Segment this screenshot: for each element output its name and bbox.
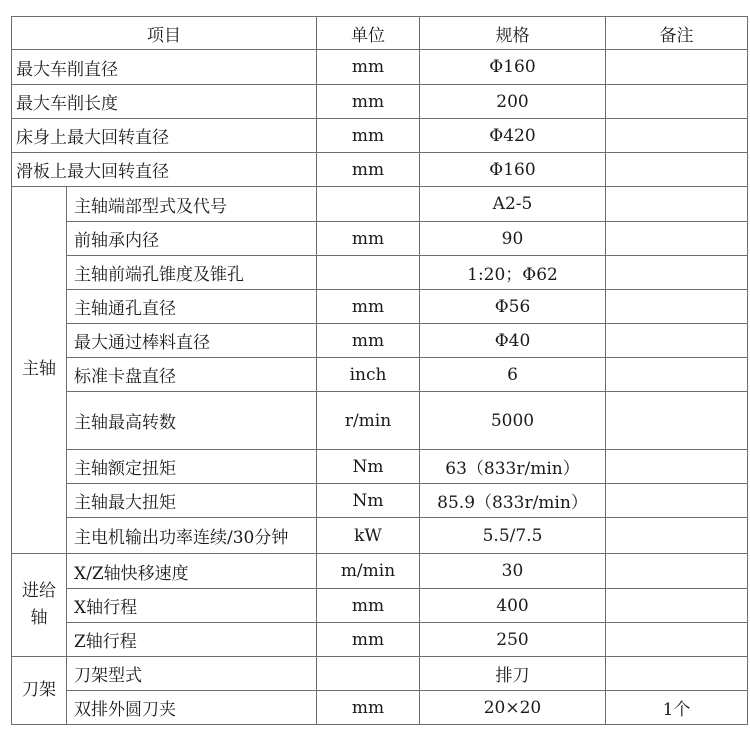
- row-note: 1个: [606, 691, 748, 725]
- row-note: [606, 153, 748, 187]
- row-spec: 90: [420, 222, 606, 256]
- table-row: [12, 392, 748, 450]
- row-item: 床身上最大回转直径: [12, 119, 317, 153]
- table-row: [12, 623, 748, 657]
- row-note: [606, 657, 748, 691]
- row-item: 最大通过棒料直径: [67, 324, 317, 358]
- row-item: 刀架型式: [67, 657, 317, 691]
- row-item: 滑板上最大回转直径: [12, 153, 317, 187]
- row-spec: 5.5/7.5: [420, 518, 606, 554]
- row-item: 最大车削长度: [12, 85, 317, 119]
- row-note: [606, 589, 748, 623]
- group-label-tool-post: 刀架: [12, 657, 67, 725]
- group-label-text: 进给轴: [21, 580, 56, 628]
- header-row: [12, 17, 748, 50]
- table-row: [12, 153, 748, 187]
- group-label-spindle: 主轴: [12, 187, 67, 554]
- table-row: [12, 358, 748, 392]
- table-row: [12, 119, 748, 153]
- row-note: [606, 85, 748, 119]
- row-unit: mm: [317, 290, 420, 324]
- row-spec: 6: [420, 358, 606, 392]
- row-item: 双排外圆刀夹: [67, 691, 317, 725]
- row-spec: Φ40: [420, 324, 606, 358]
- row-note: [606, 623, 748, 657]
- table-row: [12, 290, 748, 324]
- row-unit: mm: [317, 85, 420, 119]
- row-spec: Φ56: [420, 290, 606, 324]
- row-unit: inch: [317, 358, 420, 392]
- table-row: [12, 589, 748, 623]
- row-item: 最大车削直径: [12, 50, 317, 85]
- table-row: [12, 691, 748, 725]
- row-item: 主轴端部型式及代号: [67, 187, 317, 222]
- table-row: [12, 324, 748, 358]
- row-spec: Φ420: [420, 119, 606, 153]
- row-spec: 400: [420, 589, 606, 623]
- row-note: [606, 119, 748, 153]
- row-spec: Φ160: [420, 50, 606, 85]
- table-row: [12, 657, 748, 691]
- row-unit: [317, 256, 420, 290]
- row-unit: kW: [317, 518, 420, 554]
- table-row: [12, 85, 748, 119]
- row-note: [606, 187, 748, 222]
- row-note: [606, 392, 748, 450]
- row-unit: [317, 187, 420, 222]
- row-item: 主电机输出功率连续/30分钟: [67, 518, 317, 554]
- row-spec: Φ160: [420, 153, 606, 187]
- row-unit: mm: [317, 119, 420, 153]
- row-spec: 63（833r/min）: [420, 450, 606, 484]
- row-spec: A2-5: [420, 187, 606, 222]
- row-spec: 20×20: [420, 691, 606, 725]
- row-note: [606, 518, 748, 554]
- header-note: 备注: [606, 17, 748, 50]
- spec-table: [11, 16, 748, 725]
- row-spec: 250: [420, 623, 606, 657]
- row-unit: mm: [317, 153, 420, 187]
- table-row: [12, 484, 748, 518]
- row-spec: 排刀: [420, 657, 606, 691]
- row-unit: mm: [317, 50, 420, 85]
- row-item: 主轴前端孔锥度及锥孔: [67, 256, 317, 290]
- table-row: [12, 554, 748, 589]
- row-unit: Nm: [317, 450, 420, 484]
- table-row: [12, 50, 748, 85]
- row-unit: mm: [317, 691, 420, 725]
- row-item: X轴行程: [67, 589, 317, 623]
- group-label-feed-axis: [12, 554, 67, 657]
- header-item: 项目: [12, 17, 317, 50]
- table-row: [12, 450, 748, 484]
- table-row: [12, 518, 748, 554]
- row-unit: [317, 657, 420, 691]
- row-unit: Nm: [317, 484, 420, 518]
- row-unit: mm: [317, 222, 420, 256]
- row-item: 主轴通孔直径: [67, 290, 317, 324]
- row-note: [606, 256, 748, 290]
- row-item: Z轴行程: [67, 623, 317, 657]
- row-note: [606, 358, 748, 392]
- table-row: [12, 256, 748, 290]
- row-spec: 1:20；Φ62: [420, 256, 606, 290]
- table-row: [12, 187, 748, 222]
- row-note: [606, 554, 748, 589]
- row-unit: mm: [317, 324, 420, 358]
- row-note: [606, 290, 748, 324]
- row-item: 标准卡盘直径: [67, 358, 317, 392]
- row-note: [606, 484, 748, 518]
- row-unit: mm: [317, 589, 420, 623]
- row-spec: 85.9（833r/min）: [420, 484, 606, 518]
- row-item: 主轴额定扭矩: [67, 450, 317, 484]
- row-note: [606, 324, 748, 358]
- row-unit: m/min: [317, 554, 420, 589]
- header-unit: 单位: [317, 17, 420, 50]
- row-spec: 200: [420, 85, 606, 119]
- row-item: X/Z轴快移速度: [67, 554, 317, 589]
- row-item: 主轴最大扭矩: [67, 484, 317, 518]
- row-item: 前轴承内径: [67, 222, 317, 256]
- row-unit: r/min: [317, 392, 420, 450]
- row-spec: 5000: [420, 392, 606, 450]
- row-item: 主轴最高转数: [67, 392, 317, 450]
- row-note: [606, 450, 748, 484]
- row-note: [606, 50, 748, 85]
- row-spec: 30: [420, 554, 606, 589]
- row-note: [606, 222, 748, 256]
- header-spec: 规格: [420, 17, 606, 50]
- table-row: [12, 222, 748, 256]
- row-unit: mm: [317, 623, 420, 657]
